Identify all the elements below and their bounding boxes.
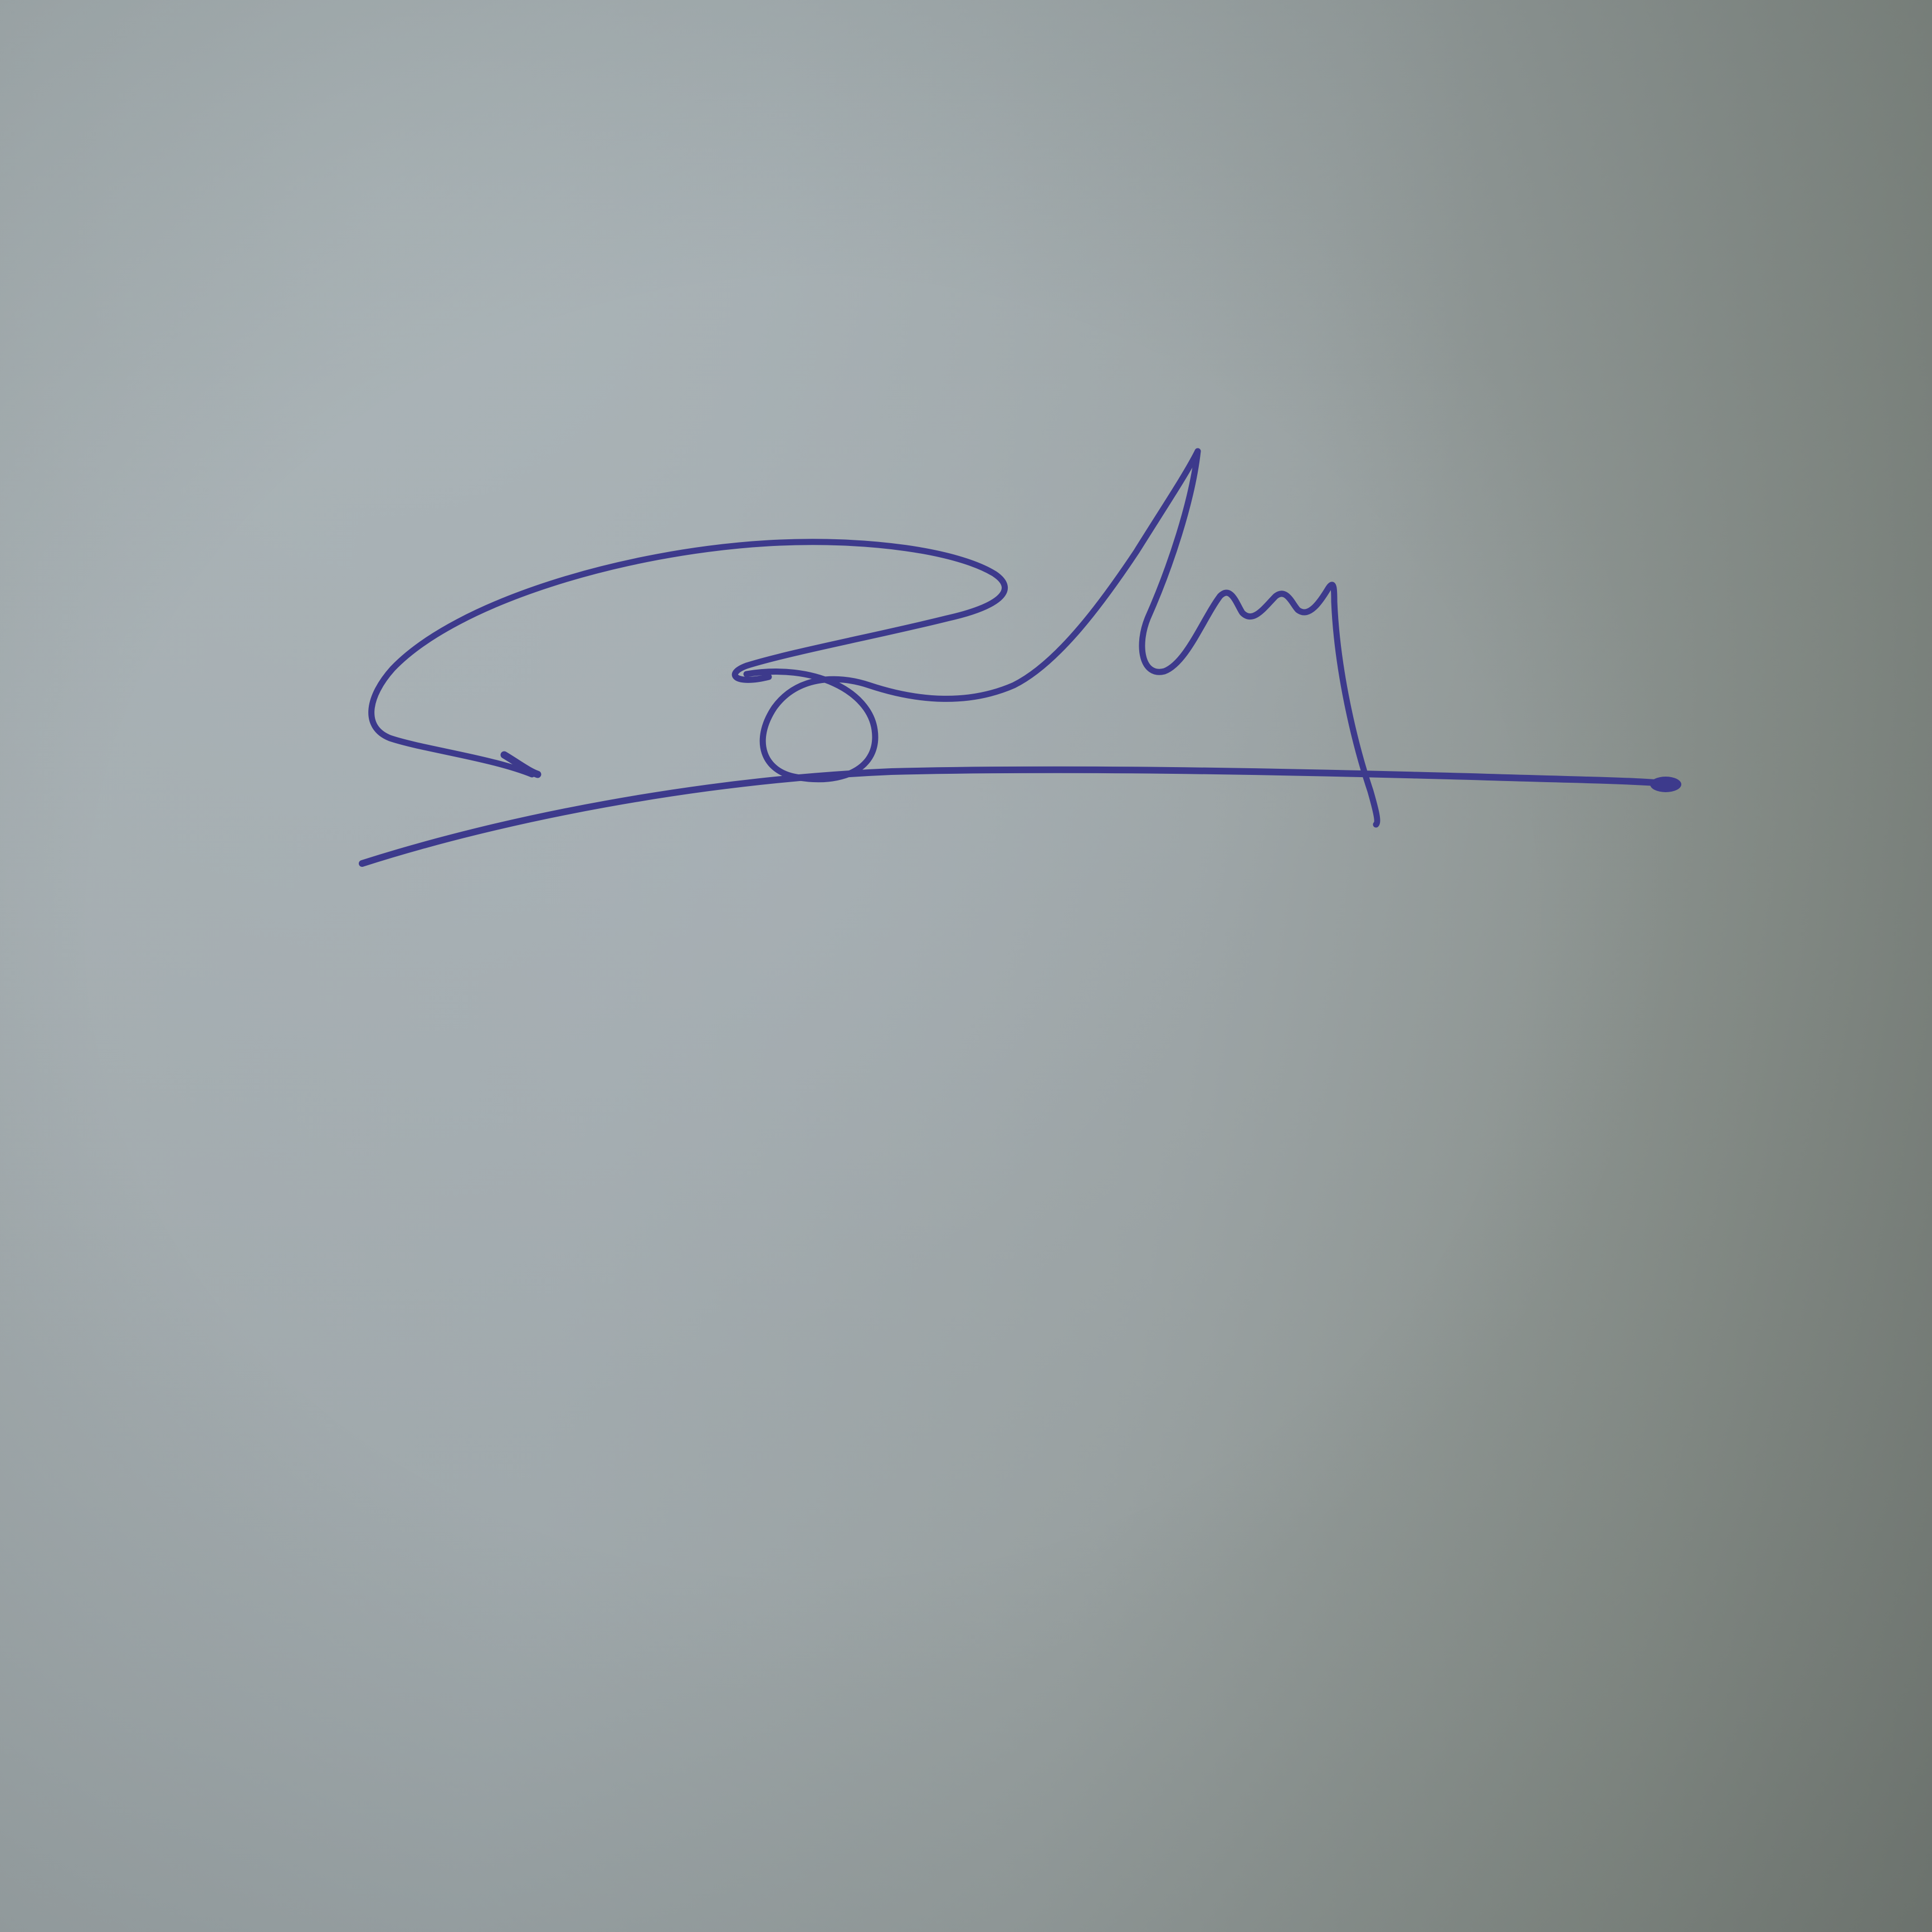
signature-stroke-inner-loop (747, 451, 1198, 779)
signature-ink (362, 451, 1681, 863)
signature-stroke-upper-loop (372, 542, 1005, 774)
signature-underline (362, 770, 1677, 863)
signature-end-blot (1650, 777, 1681, 792)
